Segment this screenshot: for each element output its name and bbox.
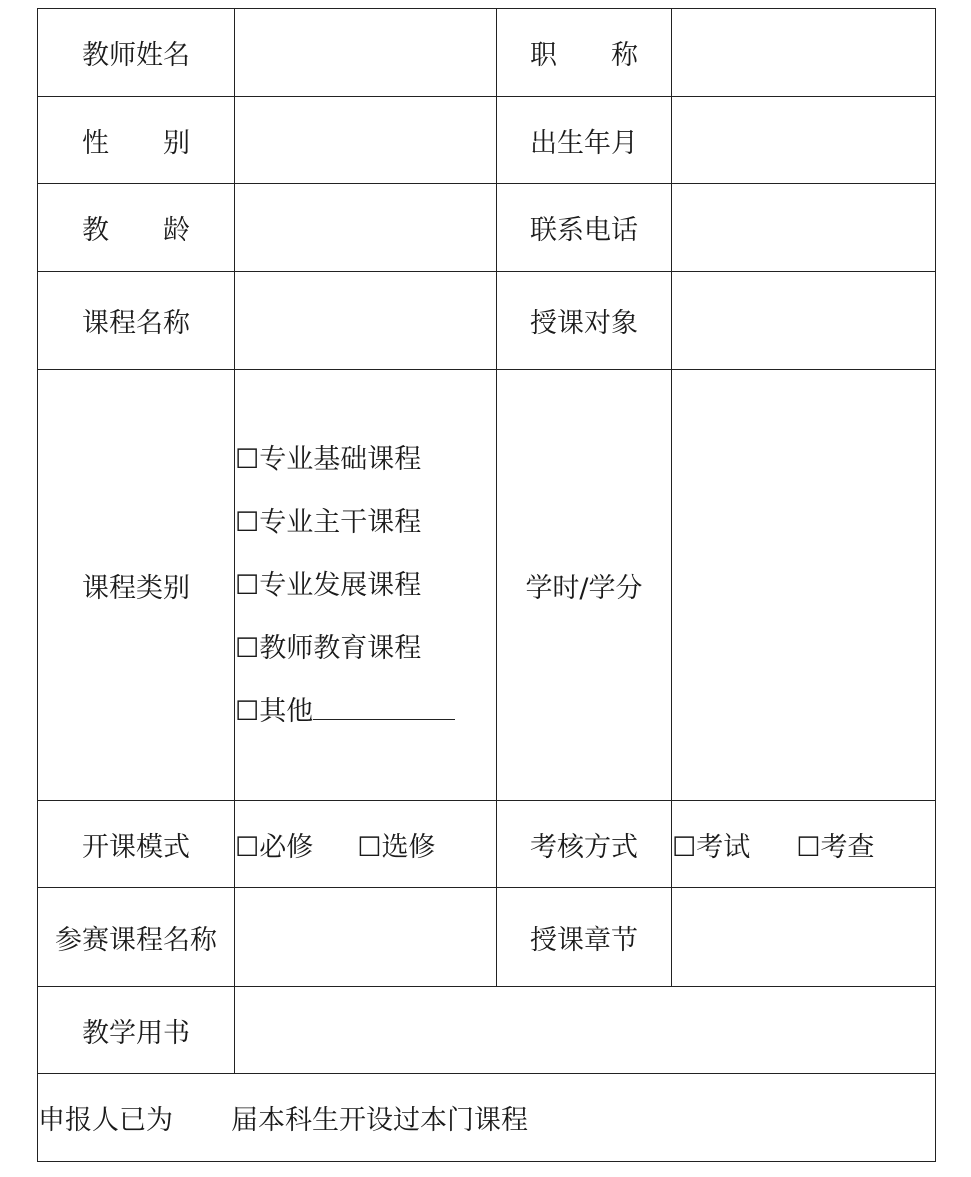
birth-date-label: 出生年月 [497, 97, 672, 184]
audience-label: 授课对象 [497, 272, 672, 370]
teacher-name-label: 教师姓名 [38, 9, 235, 97]
option-development-course[interactable]: ☐专业发展课程 [235, 554, 496, 617]
birth-date-field[interactable] [672, 97, 936, 184]
course-name-field[interactable] [235, 272, 497, 370]
course-mode-options [235, 801, 497, 888]
textbook-field[interactable] [235, 987, 936, 1074]
checkbox-icon: ☐ [235, 569, 260, 601]
declaration-after: 届本科生开设过本门课程 [231, 1105, 528, 1136]
row-course-category [38, 370, 936, 801]
hours-credits-field[interactable] [672, 370, 936, 801]
declaration [38, 1074, 936, 1162]
assessment-options [672, 801, 936, 888]
checkbox-icon: ☐ [357, 831, 382, 863]
checkbox-icon: ☐ [235, 443, 260, 475]
option-basic-course[interactable]: ☐专业基础课程 [235, 428, 496, 491]
option-exam[interactable]: ☐考试 [672, 831, 751, 863]
audience-field[interactable] [672, 272, 936, 370]
teaching-years-label: 教 龄 [38, 184, 235, 272]
chapter-field[interactable] [672, 888, 936, 987]
contest-course-label: 参赛课程名称 [38, 888, 235, 987]
option-teacher-education-course[interactable]: ☐教师教育课程 [235, 617, 496, 680]
option-check[interactable]: ☐考查 [796, 831, 875, 863]
teaching-years-field[interactable] [235, 184, 497, 272]
other-blank-line[interactable] [313, 693, 455, 720]
contest-course-field[interactable] [235, 888, 497, 987]
row-teacher-name [38, 9, 936, 97]
teacher-name-field[interactable] [235, 9, 497, 97]
title-label: 职 称 [497, 9, 672, 97]
chapter-label: 授课章节 [497, 888, 672, 987]
form-table [37, 8, 936, 1162]
checkbox-icon: ☐ [235, 632, 260, 664]
option-required[interactable]: ☐必修 [235, 831, 314, 863]
checkbox-icon: ☐ [672, 831, 697, 863]
phone-label: 联系电话 [497, 184, 672, 272]
option-elective[interactable]: ☐选修 [357, 831, 436, 863]
row-contest-course [38, 888, 936, 987]
checkbox-icon: ☐ [235, 831, 260, 863]
course-name-label: 课程名称 [38, 272, 235, 370]
checkbox-icon: ☐ [235, 695, 260, 727]
row-declaration [38, 1074, 936, 1162]
application-form [37, 8, 935, 1161]
textbook-label: 教学用书 [38, 987, 235, 1074]
declaration-before: 申报人已为 [38, 1105, 173, 1136]
gender-label: 性 别 [38, 97, 235, 184]
option-core-course[interactable]: ☐专业主干课程 [235, 491, 496, 554]
hours-credits-label: 学时/学分 [497, 370, 672, 801]
gender-field[interactable] [235, 97, 497, 184]
row-teaching-years [38, 184, 936, 272]
row-textbook [38, 987, 936, 1074]
row-course-mode [38, 801, 936, 888]
course-category-options [235, 370, 497, 801]
row-course-name [38, 272, 936, 370]
checkbox-icon: ☐ [235, 506, 260, 538]
checkbox-icon: ☐ [796, 831, 821, 863]
phone-field[interactable] [672, 184, 936, 272]
course-mode-label: 开课模式 [38, 801, 235, 888]
row-gender [38, 97, 936, 184]
option-other[interactable]: ☐其他 [235, 680, 496, 743]
assessment-label: 考核方式 [497, 801, 672, 888]
course-category-label: 课程类别 [38, 370, 235, 801]
title-field[interactable] [672, 9, 936, 97]
